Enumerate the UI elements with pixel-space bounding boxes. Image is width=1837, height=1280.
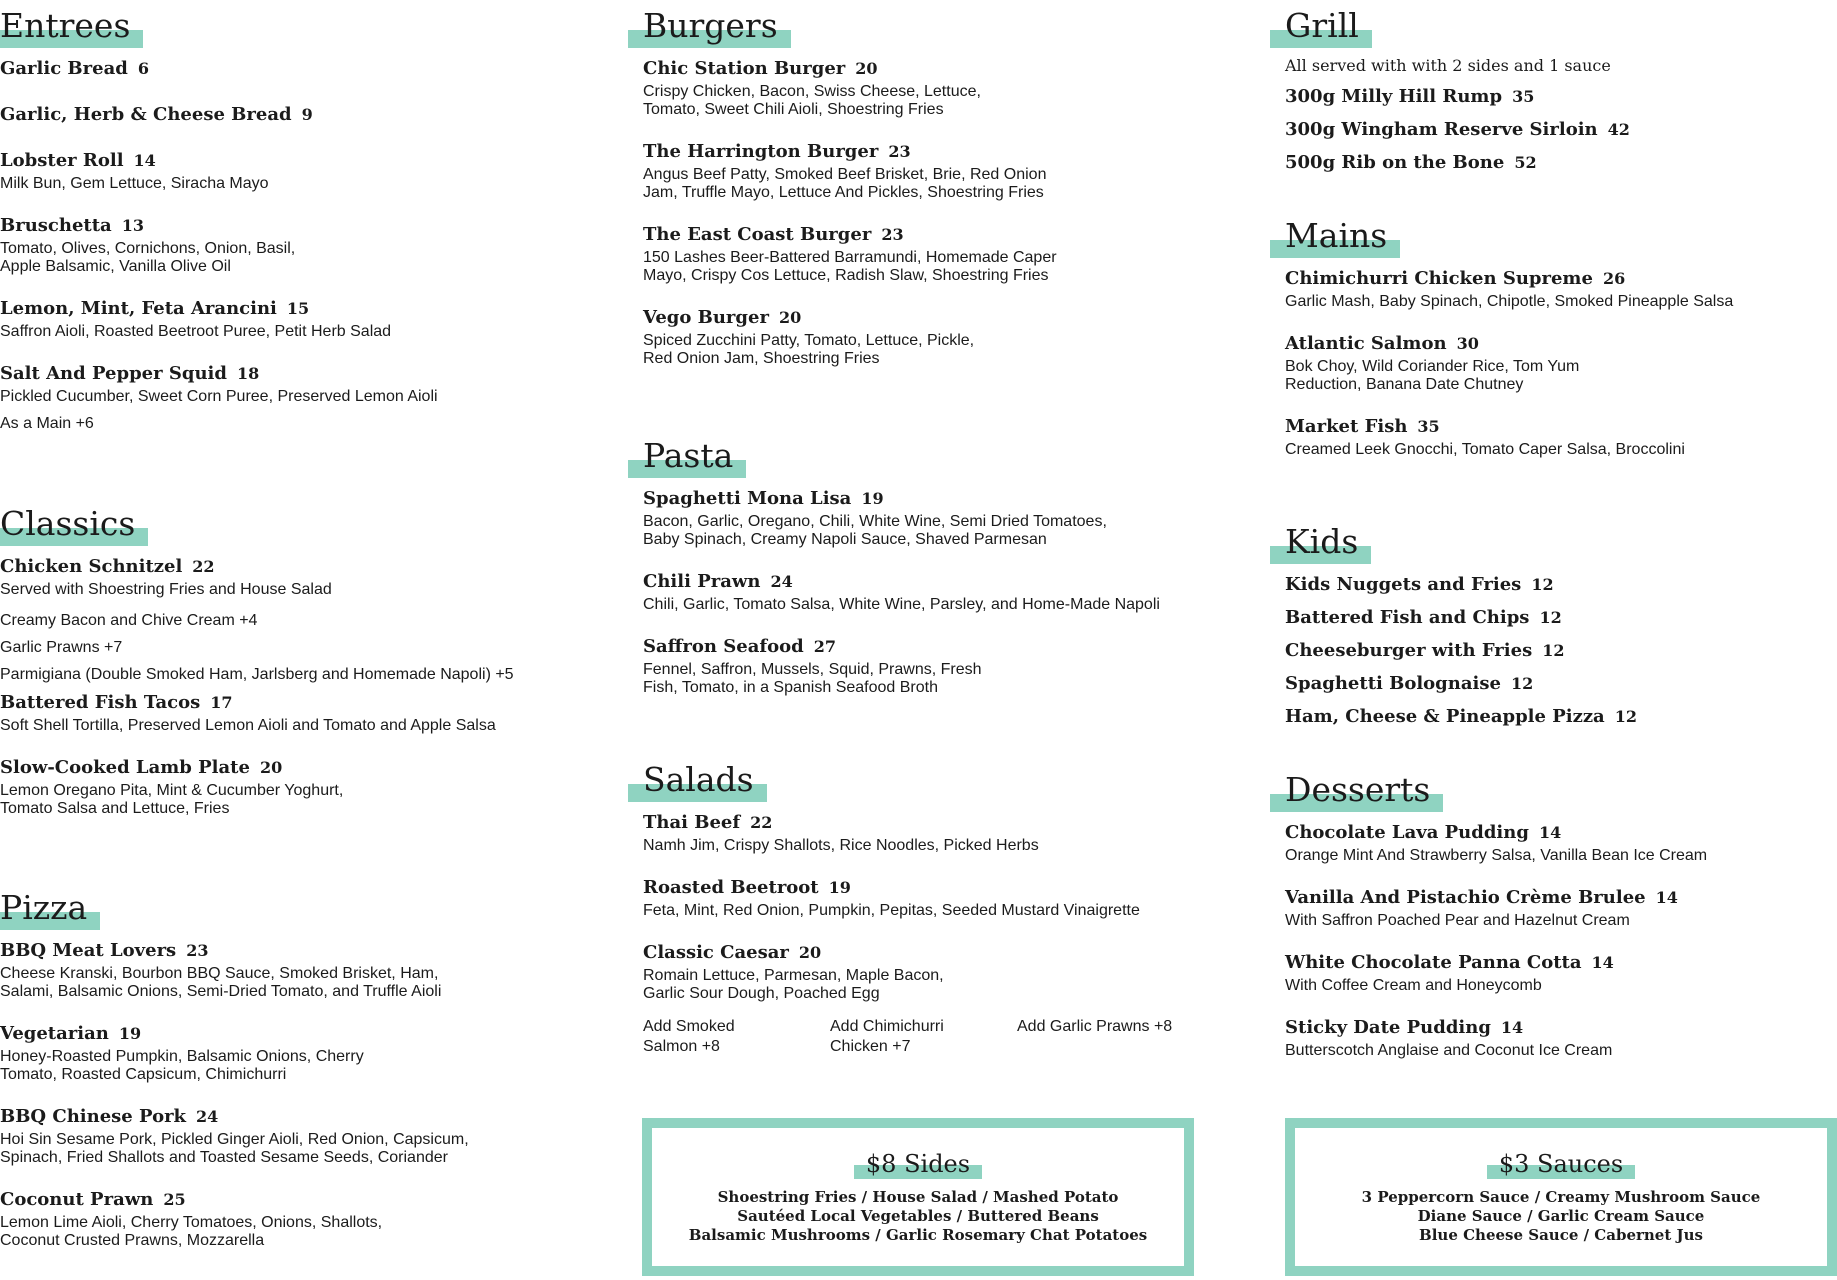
menu-item: Lemon, Mint, Feta Arancini 15 Saffron Aioli, Roasted Beetroot Puree, Petit Herb Salad <box>0 298 392 340</box>
menu-item: Slow-Cooked Lamb Plate 20 Lemon Oregano Pita, Mint & Cucumber Yoghurt, Tomato Salsa and Lettuce, Fries <box>0 757 344 817</box>
sides-list: Shoestring Fries / House Salad / Mashed Potato Sautéed Local Vegetables / Buttered Beans Balsamic Mushrooms / Garlic Rosemary Chat Potatoes <box>688 1188 1148 1244</box>
menu-option: Garlic Prawns +7 <box>0 639 123 656</box>
menu-item: BBQ Chinese Pork 24 Hoi Sin Sesame Pork, Pickled Ginger Aioli, Red Onion, Capsicum, Spinach, Fried Shallots and Toasted Sesame Seeds, Coriander <box>0 1106 469 1166</box>
menu-item: Chic Station Burger 20 Crispy Chicken, Bacon, Swiss Cheese, Lettuce, Tomato, Sweet Chili Aioli, Shoestring Fries <box>643 58 981 118</box>
grill-section <box>1272 6 1837 174</box>
mains-section <box>1272 216 1837 459</box>
menu-note: As a Main +6 <box>0 415 94 432</box>
menu-item: Ham, Cheese & Pineapple Pizza 12 <box>1285 706 1637 727</box>
menu-item: 300g Wingham Reserve Sirloin 42 <box>1285 119 1630 140</box>
kids-section <box>1272 522 1837 728</box>
menu-item: Classic Caesar 20 Romain Lettuce, Parmesan, Maple Bacon, Garlic Sour Dough, Poached Egg <box>643 942 944 1002</box>
addon-option: Add Garlic Prawns +8 <box>1017 1018 1173 1035</box>
section-heading: Kids <box>1272 522 1371 562</box>
sauces-box <box>1285 1118 1837 1276</box>
section-heading: Burgers <box>630 6 791 46</box>
menu-item: Chili Prawn 24 Chili, Garlic, Tomato Salsa, White Wine, Parsley, and Home-Made Napoli <box>643 571 1160 613</box>
menu-item: Lobster Roll 14 Milk Bun, Gem Lettuce, Siracha Mayo <box>0 150 269 192</box>
menu-item: Garlic, Herb & Cheese Bread 9 <box>0 104 313 125</box>
menu-item: Saffron Seafood 27 Fennel, Saffron, Mussels, Squid, Prawns, Fresh Fish, Tomato, in a Spanish Seafood Broth <box>643 636 982 696</box>
menu-item: Thai Beef 22 Namh Jim, Crispy Shallots, Rice Noodles, Picked Herbs <box>643 812 1039 854</box>
menu-item: Garlic Bread 6 <box>0 58 149 79</box>
menu-item: Roasted Beetroot 19 Feta, Mint, Red Onion, Pumpkin, Pepitas, Seeded Mustard Vinaigrette <box>643 877 1140 919</box>
classics-section <box>0 504 620 818</box>
menu-item: Spaghetti Mona Lisa 19 Bacon, Garlic, Oregano, Chili, White Wine, Semi Dried Tomatoes, Baby Spinach, Creamy Napoli Sauce, Shaved Parmesan <box>643 488 1107 548</box>
sauces-list: 3 Peppercorn Sauce / Creamy Mushroom Sauce Diane Sauce / Garlic Cream Sauce Blue Cheese Sauce / Cabernet Jus <box>1361 1188 1761 1244</box>
addon-option: Add Smoked Salmon +8 <box>643 1018 735 1055</box>
menu-item: Atlantic Salmon 30 Bok Choy, Wild Coriander Rice, Tom Yum Reduction, Banana Date Chutney <box>1285 333 1580 393</box>
menu-item: Cheeseburger with Fries 12 <box>1285 640 1565 661</box>
pizza-section <box>0 888 620 1250</box>
menu-item: The Harrington Burger 23 Angus Beef Patty, Smoked Beef Brisket, Brie, Red Onion Jam, Truffle Mayo, Lettuce And Pickles, Shoestring Fries <box>643 141 1047 201</box>
menu-item: Battered Fish and Chips 12 <box>1285 607 1562 628</box>
menu-item: Kids Nuggets and Fries 12 <box>1285 574 1554 595</box>
burgers-section <box>630 6 1210 368</box>
section-heading: Pizza <box>0 888 100 928</box>
menu-item: Chicken Schnitzel 22 Served with Shoestring Fries and House Salad <box>0 556 332 598</box>
menu-item: 500g Rib on the Bone 52 <box>1285 152 1537 173</box>
section-heading: Entrees <box>0 6 143 46</box>
pasta-section <box>630 436 1210 697</box>
menu-item: 300g Milly Hill Rump 35 <box>1285 86 1535 107</box>
menu-option: Creamy Bacon and Chive Cream +4 <box>0 612 258 629</box>
menu-item: Vego Burger 20 Spiced Zucchini Patty, Tomato, Lettuce, Pickle, Red Onion Jam, Shoestring Fries <box>643 307 975 367</box>
menu-item: Chocolate Lava Pudding 14 Orange Mint And Strawberry Salsa, Vanilla Bean Ice Cream <box>1285 822 1708 864</box>
menu-item: Vanilla And Pistachio Crème Brulee 14 With Saffron Poached Pear and Hazelnut Cream <box>1285 887 1678 929</box>
menu-item: Spaghetti Bolognaise 12 <box>1285 673 1534 694</box>
section-heading: Grill <box>1272 6 1372 46</box>
salads-section <box>630 760 1210 1057</box>
sides-box <box>642 1118 1194 1276</box>
menu-item: Coconut Prawn 25 Lemon Lime Aioli, Cherry Tomatoes, Onions, Shallots, Coconut Crusted Prawns, Mozzarella <box>0 1189 383 1249</box>
sauces-heading: $3 Sauces <box>1487 1150 1635 1178</box>
entrees-section <box>0 6 620 433</box>
section-heading: Pasta <box>630 436 746 476</box>
menu-item: Market Fish 35 Creamed Leek Gnocchi, Tomato Caper Salsa, Broccolini <box>1285 416 1685 458</box>
grill-note: All served with with 2 sides and 1 sauce <box>1285 56 1611 75</box>
menu-item: BBQ Meat Lovers 23 Cheese Kranski, Bourbon BBQ Sauce, Smoked Brisket, Ham, Salami, Balsamic Onions, Semi-Dried Tomato, and Truffle Aioli <box>0 940 442 1000</box>
menu-item: The East Coast Burger 23 150 Lashes Beer-Battered Barramundi, Homemade Caper Mayo, Crispy Cos Lettuce, Radish Slaw, Shoestring Fries <box>643 224 1057 284</box>
menu-item: Vegetarian 19 Honey-Roasted Pumpkin, Balsamic Onions, Cherry Tomato, Roasted Capsicum, Chimichurri <box>0 1023 364 1083</box>
salad-addons <box>643 1017 1210 1057</box>
section-heading: Classics <box>0 504 148 544</box>
menu-item: Bruschetta 13 Tomato, Olives, Cornichons, Onion, Basil, Apple Balsamic, Vanilla Olive Oil <box>0 215 296 275</box>
menu-item: Battered Fish Tacos 17 Soft Shell Tortilla, Preserved Lemon Aioli and Tomato and Apple Salsa <box>0 692 496 734</box>
sides-heading: $8 Sides <box>854 1150 982 1178</box>
menu-item: Chimichurri Chicken Supreme 26 Garlic Mash, Baby Spinach, Chipotle, Smoked Pineapple Salsa <box>1285 268 1734 310</box>
addon-option: Add Chimichurri Chicken +7 <box>830 1018 944 1055</box>
section-heading: Salads <box>630 760 767 800</box>
menu-item: Salt And Pepper Squid 18 Pickled Cucumber, Sweet Corn Puree, Preserved Lemon Aioli <box>0 363 438 405</box>
menu-item: Sticky Date Pudding 14 Butterscotch Anglaise and Coconut Ice Cream <box>1285 1017 1613 1059</box>
section-heading: Desserts <box>1272 770 1443 810</box>
desserts-section <box>1272 770 1837 1060</box>
section-heading: Mains <box>1272 216 1400 256</box>
menu-option: Parmigiana (Double Smoked Ham, Jarlsberg and Homemade Napoli) +5 <box>0 666 514 683</box>
menu-item: White Chocolate Panna Cotta 14 With Coffee Cream and Honeycomb <box>1285 952 1614 994</box>
